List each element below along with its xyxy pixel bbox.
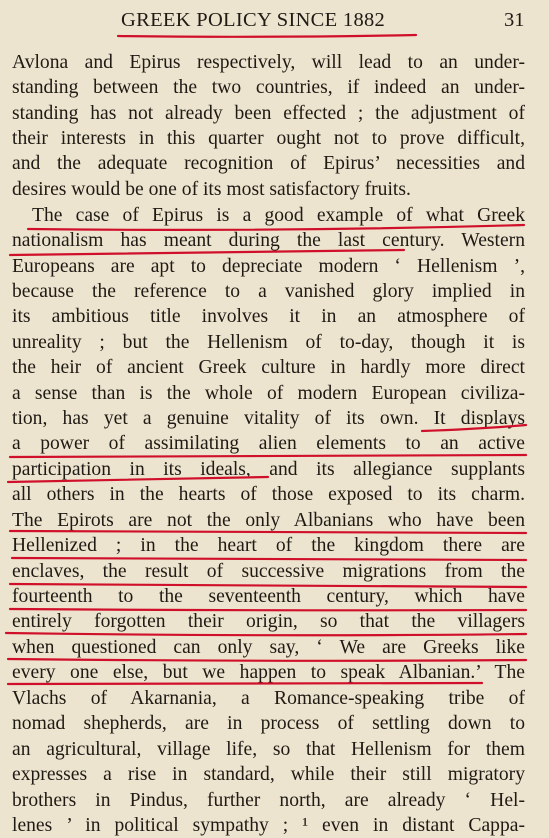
underline-enclaves xyxy=(10,584,526,587)
text-line: lenes ’ in political sympathy ; ¹ even in distant Cappa- xyxy=(12,815,525,836)
header-underline xyxy=(118,35,416,37)
underline-epirots xyxy=(10,531,526,533)
page-number: 31 xyxy=(504,9,525,31)
underline-nationalism xyxy=(10,250,404,255)
text-line: desires would be one of its most satisfactory fruits. xyxy=(12,179,411,200)
text-line: a sense than is the whole of modern European civiliza- xyxy=(12,383,525,404)
text-line: Hellenized ; in the heart of the kingdom there are xyxy=(12,535,525,556)
text-line: entirely forgotten their origin, so that the villagers xyxy=(12,611,525,632)
text-line: Europeans are apt to depreciate modern ‘ Hellenism ’, xyxy=(12,256,525,277)
underline-hellenized xyxy=(12,558,526,560)
text-line: standing between the two countries, if indeed an under- xyxy=(12,77,525,98)
text-line: The case of Epirus is a good example of what Greek xyxy=(32,205,525,226)
text-line: standing has not already been effected ; the adjustment of xyxy=(12,103,525,124)
text-line: its ambitious title involves it in an atmosphere of xyxy=(12,306,525,327)
text-line: because the reference to a vanished glory implied in xyxy=(12,281,525,302)
underline-it-displays xyxy=(422,425,526,431)
text-line: an agricultural, village life, so that Hellenism for them xyxy=(12,739,525,760)
text-line: all others in the hearts of those exposed to its charm. xyxy=(12,484,525,505)
text-line: the heir of ancient Greek culture in hardly more direct xyxy=(12,357,525,378)
running-title: GREEK POLICY SINCE 1882 xyxy=(121,9,386,31)
underline-questioned xyxy=(8,659,526,661)
text-line: Vlachs of Akarnania, a Romance-speaking tribe of xyxy=(12,688,525,709)
text-line: their interests in this quarter ought not to prove difficult, xyxy=(12,128,525,149)
text-line: when questioned can only say, ‘ We are Greeks like xyxy=(12,637,525,658)
text-line: The Epirots are not the only Albanians who have been xyxy=(12,510,525,531)
underline-participation xyxy=(8,477,268,482)
text-line: a power of assimilating alien elements to an active xyxy=(12,433,525,454)
underline-fourteenth xyxy=(10,609,526,610)
text-line: every one else, but we happen to speak Albanian.’ The xyxy=(12,662,525,683)
text-line: brothers in Pindus, further north, are already ‘ Hel- xyxy=(12,790,525,811)
text-line: nationalism has meant during the last century. Western xyxy=(12,230,525,251)
text-line: expresses a rise in standard, while their still migratory xyxy=(12,764,525,785)
text-line: and the adequate recognition of Epirus’ necessities and xyxy=(12,153,525,174)
underline-assimilating xyxy=(10,455,526,457)
text-line: nomad shepherds, are in process of settling down to xyxy=(12,713,525,734)
text-line: participation in its ideals, and its allegiance supplants xyxy=(12,459,525,480)
underline-epirus-case xyxy=(28,225,524,230)
underline-every-one xyxy=(8,683,482,684)
text-line: enclaves, the result of successive migrations from the xyxy=(12,561,525,582)
text-line: unreality ; but the Hellenism of to-day, though it is xyxy=(12,332,525,353)
text-line: Avlona and Epirus respectively, will lead to an under- xyxy=(12,52,525,73)
text-line: tion, has yet a genuine vitality of its own. It displays xyxy=(12,408,525,429)
underline-forgotten xyxy=(6,633,526,635)
text-line: fourteenth to the seventeenth century, which have xyxy=(12,586,525,607)
